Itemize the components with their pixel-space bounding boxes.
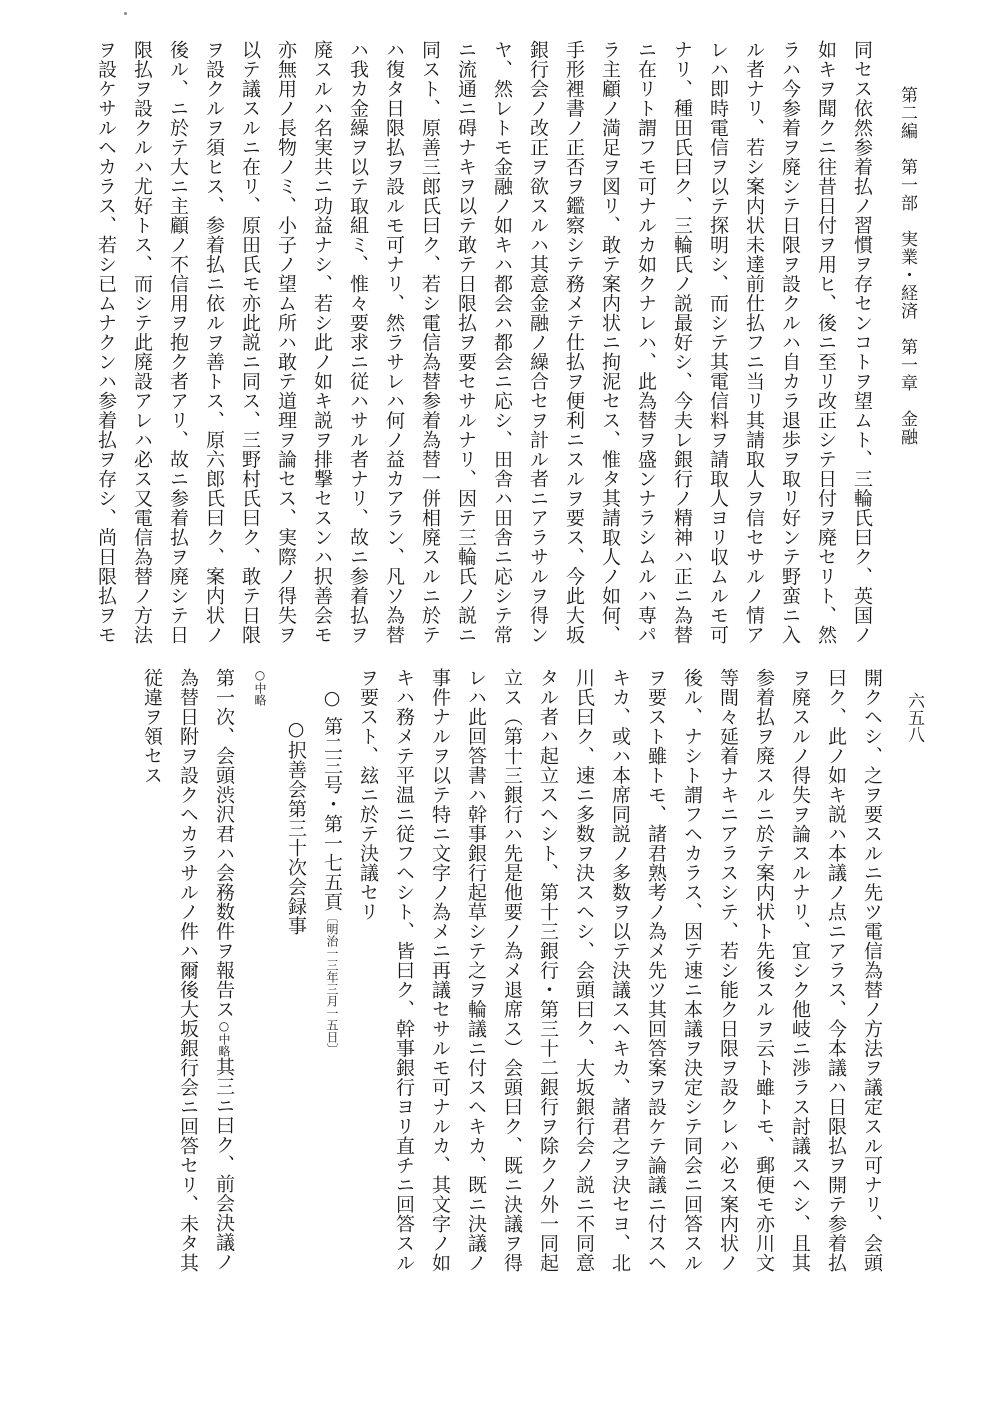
text-line: 川氏曰ク、速ニ多数ヲ決スヘシ、会頭曰ク、大坂銀行会ノ説ニ不同意 <box>573 668 595 1273</box>
text-line: 参着払ヲ廃スルニ於テ案内状ト先後スルヲ云ト雖トモ、郵便モ亦川文 <box>753 668 775 1273</box>
text-line <box>206 668 242 1328</box>
text-line: 同セス依然参着払ノ習慣ヲ存センコトヲ望ムト、三輪氏曰ク、英国ノ <box>851 40 873 645</box>
text-line: ヲ要スト、玆ニ於テ決議セリ <box>357 668 379 922</box>
running-header: 第二編 第一部 実業・経済 第一章 金融 <box>897 86 917 446</box>
text-line: 亦無用ノ長物ノミ、小子ノ望ム所ハ敢テ道理ヲ論セス、実際ノ得失ヲ <box>275 40 297 645</box>
text-line: ハ復タ日限払ヲ設ルモ可ナリ、然ラサレハ何ノ益カアラン、凡ソ為替 <box>383 40 405 645</box>
text-line: タル者ハ起立スヘシト、第十三銀行・第三十二銀行ヲ除クノ外一同起 <box>537 668 559 1273</box>
text-line: ナリ、種田氏曰ク、三輪氏ノ説最好シ、今夫レ銀行ノ精神ハ正ニ為替 <box>671 40 693 645</box>
body-text-lower <box>110 668 890 1328</box>
text-line: 従違ヲ領セス <box>141 668 163 785</box>
text-line: 手形裡書ノ正否ヲ鑑察シテ務メテ仕払ヲ便利ニスルヲ要ス、今此大坂 <box>563 40 585 645</box>
text-line: キカ、或ハ本席同説ノ多数ヲ以テ決議スヘキカ、諸君之ヲ決セヨ、北 <box>609 668 631 1273</box>
text-line: 限払ヲ設クルハ尤好トス、而シテ此廃設アレハ必ス又電信為替ノ方法 <box>131 40 153 645</box>
text-line: ラハ今参着ヲ廃シテ日限ヲ設クルハ自カラ退歩ヲ取リ好ンテ野蛮ニ入 <box>779 40 801 645</box>
section-title: ○択善会第三十次会録事 <box>285 718 307 936</box>
text-line: 立ス（第十三銀行ハ先是他要ノ為メ退席ス）会頭曰ク、既ニ決議ヲ得 <box>501 668 523 1273</box>
source-citation <box>314 668 350 1328</box>
text-line: ハ我カ金繰ヲ以テ取組ミ、惟々要求ニ従ハサル者ナリ、故ニ参着払ヲ <box>347 40 369 645</box>
text-line: 廃スルハ名実共ニ功益ナシ、若シ此ノ如キ説ヲ排撃セスンハ択善会モ <box>311 40 333 645</box>
text-line: 以テ議スルニ在リ、原田氏モ亦此説ニ同ス、三野村氏曰ク、敢テ日限 <box>239 40 261 645</box>
body-text-upper <box>70 40 880 652</box>
text-line: 銀行会ノ改正ヲ欲スルハ其意金融ノ繰合セヲ計ル者ニアラサルヲ得ン <box>527 40 549 645</box>
text-line: 曰ク、此ノ如キ説ハ本議ノ点ニアラス、今本議ハ日限払ヲ開テ参着払 <box>825 668 847 1273</box>
text-line: 事件ナルヲ以テ特ニ文字ノ為メニ再議セサルモ可ナルカ、其文字ノ如 <box>429 668 451 1273</box>
text-segment: 其三ニ曰ク、前会決議ノ <box>213 1057 235 1272</box>
text-line: 開クヘシ、之ヲ要スルニ先ツ電信為替ノ方法ヲ議定スル可ナリ、会頭 <box>861 668 883 1273</box>
omission-note: ○中略 <box>253 668 267 706</box>
text-line: ニ在リト謂フモ可ナルカ如クナレハ、此為替ヲ盛ンナラシムルハ専パ <box>635 40 657 645</box>
text-line: ル者ナリ、若シ案内状未達前仕払フニ当リ其請取人ヲ信セサルノ情ア <box>743 40 765 645</box>
text-line: ニ流通ニ碍ナキヲ以テ敢テ日限払ヲ要セサルナリ、因テ三輪氏ノ説ニ <box>455 40 477 645</box>
text-line: キハ務メテ平温ニ従フヘシト、皆曰ク、幹事銀行ヨリ直チニ回答スル <box>393 668 415 1273</box>
text-line: 為替日附ヲ設クヘカラサルノ件ハ爾後大坂銀行会ニ回答セリ、未タ其 <box>177 668 199 1273</box>
text-line: ヲ設ケサルヘカラス、若シ已ムナクンハ参着払ヲ存シ、尚日限払ヲモ <box>95 40 117 645</box>
margin-mark <box>124 12 127 15</box>
source-citation-text: ○ 第二三号・第一七五頁 <box>321 687 343 912</box>
text-line: レハ即時電信ヲ以テ探明シ、而シテ其電信料ヲ請取人ヨリ収ムルモ可 <box>707 40 729 645</box>
text-line: 後ル、ニ於テ大ニ主顧ノ不信用ヲ抱ク者アリ、故ニ参着払ヲ廃シテ日 <box>167 40 189 645</box>
text-line: レハ此回答書ハ幹事銀行起草シテ之ヲ輪議ニ付スヘキカ、既ニ決議ノ <box>465 668 487 1273</box>
text-segment: 第一次、会頭渋沢君ハ会務数件ヲ報告ス <box>213 668 235 1019</box>
text-line: ヲ設クルヲ須ヒス、参着払ニ依ルヲ善トス、原六郎氏曰ク、案内状ノ <box>203 40 225 645</box>
text-line: ヤ、然レトモ金融ノ如キハ都会ハ都会ニ応シ、田舎ハ田舎ニ応シテ常 <box>491 40 513 645</box>
text-line: 後ル、ナシト謂フヘカラス、因テ速ニ本議ヲ決定シテ同会ニ回答スル <box>681 668 703 1273</box>
text-line: ヲ要スト雖トモ、諸君熟考ノ為メ先ツ其回答案ヲ設ケテ論議ニ付スヘ <box>645 668 667 1273</box>
page-number: 六五八 <box>904 692 924 743</box>
text-line: 同スト、原善三郎氏曰ク、若シ電信為替参着為替一併相廃スルニ於テ <box>419 40 441 645</box>
text-line: 等間々延着ナキニアラスシテ、若シ能ク日限ヲ設クレハ必ス案内状ノ <box>717 668 739 1273</box>
text-line: ラ主顧ノ満足ヲ図リ、敢テ案内状ニ拘泥セス、惟タ其請取人ノ如何、 <box>599 40 621 645</box>
omission-note-inline: ○中略 <box>217 1019 231 1057</box>
text-line: 如キヲ聞クニ往昔日付ヲ用ヒ、後ニ至リ改正シテ日付ヲ廃セリト、然 <box>815 40 837 645</box>
source-date: 〔明治一三年三月一五日〕 <box>325 911 339 1056</box>
text-line: ヲ廃スルノ得失ヲ論スルナリ、宜シク他岐ニ渉ラス討議スヘシ、且其 <box>789 668 811 1273</box>
